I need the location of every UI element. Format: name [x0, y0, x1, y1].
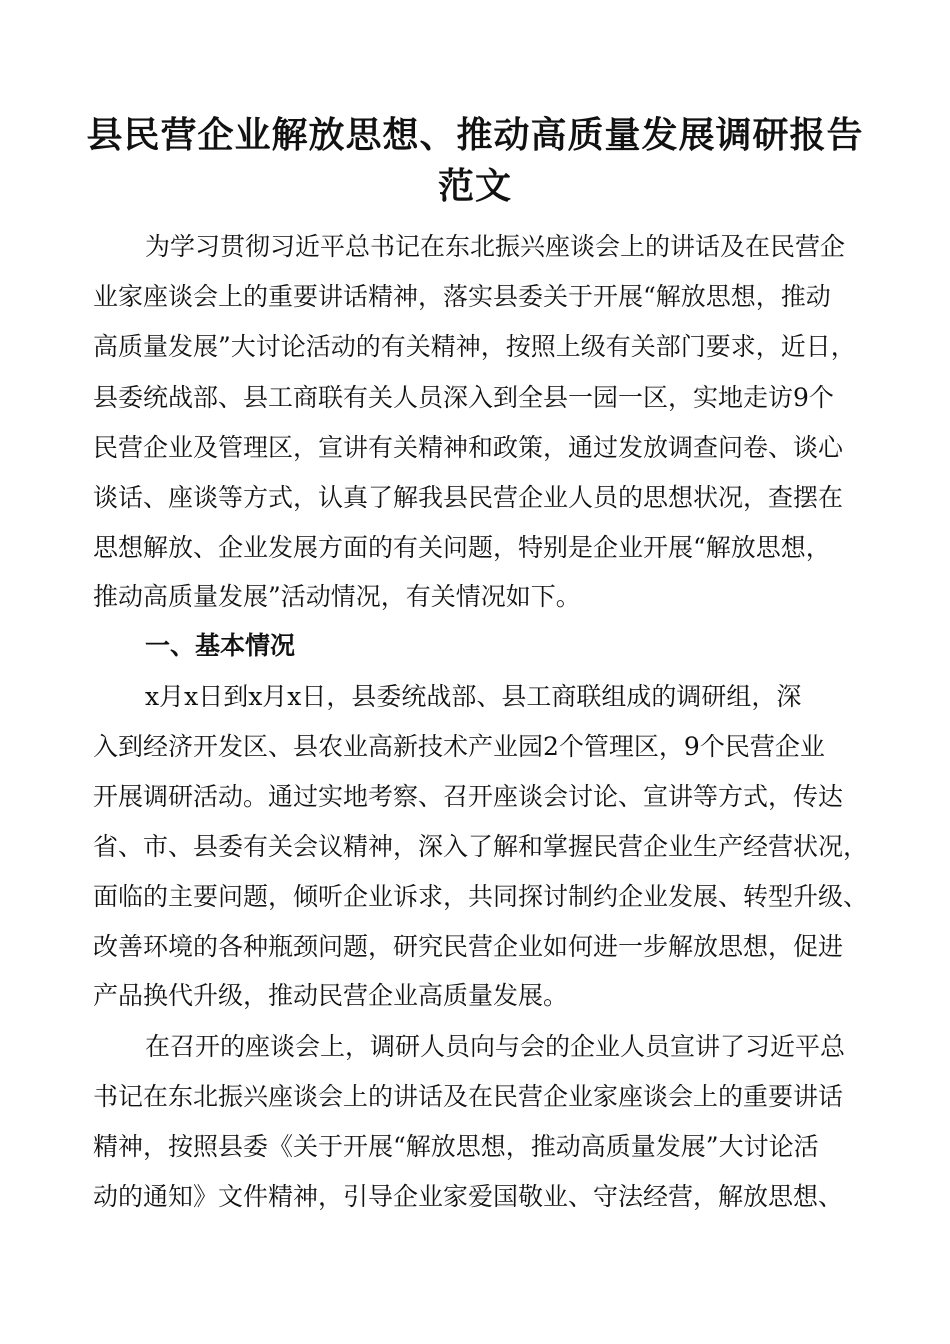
paragraph-line: 改善环境的各种瓶颈问题，研究民营企业如何进一步解放思想，促进 — [93, 932, 844, 961]
paragraph-line: 为学习贯彻习近平总书记在东北振兴座谈会上的讲话及在民营企 — [145, 232, 846, 261]
paragraph-line: 县委统战部、县工商联有关人员深入到全县一园一区，实地走访9个 — [93, 383, 834, 412]
paragraph-line: 业家座谈会上的重要讲话精神，落实县委关于开展“解放思想，推动 — [93, 282, 831, 311]
paragraph-line: 省、市、县委有关会议精神，深入了解和掌握民营企业生产经营状况， — [93, 832, 869, 861]
paragraph-line: 动的通知》文件精神，引导企业家爱国敬业、守法经营，解放思想、 — [93, 1182, 844, 1211]
paragraph-line: 入到经济开发区、县农业高新技术产业园2个管理区，9个民营企业 — [93, 732, 825, 761]
paragraph-line: 在召开的座谈会上，调研人员向与会的企业人员宣讲了习近平总 — [145, 1032, 846, 1061]
paragraph-line: 书记在东北振兴座谈会上的讲话及在民营企业家座谈会上的重要讲话 — [93, 1082, 844, 1111]
section-heading: 一、基本情况 — [145, 631, 296, 660]
paragraph-line: 民营企业及管理区，宣讲有关精神和政策，通过发放调查问卷、谈心 — [93, 433, 844, 462]
paragraph-line: 思想解放、企业发展方面的有关问题，特别是企业开展“解放思想， — [93, 533, 831, 562]
document-title-line-2: 范文 — [437, 166, 512, 207]
paragraph-line: x月x日到x月x日，县委统战部、县工商联组成的调研组，深 — [145, 682, 802, 711]
paragraph-line: 产品换代升级，推动民营企业高质量发展。 — [93, 981, 569, 1010]
paragraph-line: 面临的主要问题，倾听企业诉求，共同探讨制约企业发展、转型升级、 — [93, 882, 869, 911]
paragraph-line: 高质量发展”大讨论活动的有关精神，按照上级有关部门要求，近日， — [93, 332, 856, 361]
paragraph-line: 谈话、座谈等方式，认真了解我县民营企业人员的思想状况，查摆在 — [93, 483, 844, 512]
paragraph-line: 精神，按照县委《关于开展“解放思想，推动高质量发展”大讨论活 — [93, 1132, 819, 1161]
paragraph-line: 推动高质量发展”活动情况，有关情况如下。 — [93, 582, 581, 611]
document-title-line-1: 县民营企业解放思想、推动高质量发展调研报告 — [86, 115, 864, 156]
paragraph-line: 开展调研活动。通过实地考察、召开座谈会讨论、宣讲等方式，传达 — [93, 782, 844, 811]
